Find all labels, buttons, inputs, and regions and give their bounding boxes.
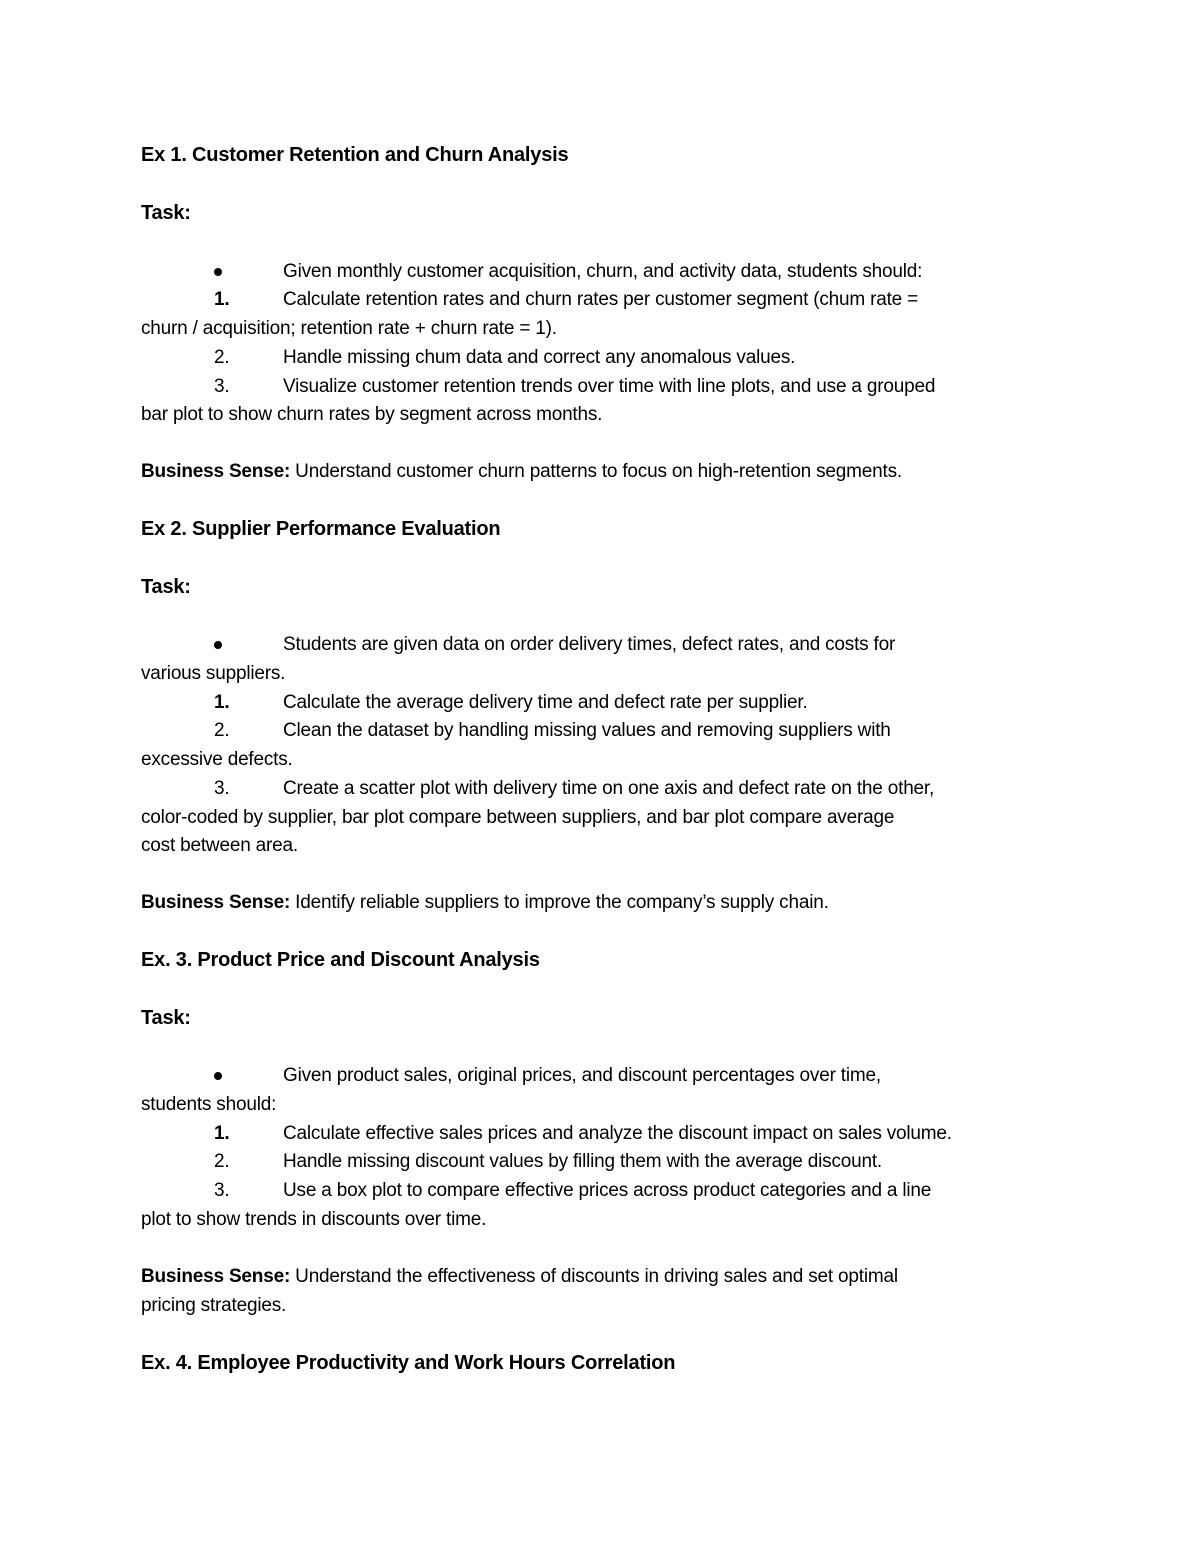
step-text: Clean the dataset by handling missing values and removing suppliers with: [283, 720, 891, 741]
bullet-dot-icon: [214, 268, 222, 276]
step-number: 2.: [214, 720, 230, 741]
ex3-bullet-text: Given product sales, original prices, and discount percentages over time,: [283, 1065, 881, 1086]
step-text: Create a scatter plot with delivery time on one axis and defect rate on the other,: [283, 778, 935, 799]
step-text-cont: excessive defects.: [141, 749, 293, 770]
step-text-cont: bar plot to show churn rates by segment across months.: [141, 404, 603, 425]
step-number: 2.: [214, 347, 230, 368]
step-text: Handle missing discount values by filling them with the average discount.: [283, 1151, 883, 1172]
step-text: Calculate the average delivery time and defect rate per supplier.: [283, 692, 808, 713]
ex3-business-sense-cont: pricing strategies.: [141, 1295, 287, 1316]
business-sense-label: Business Sense:: [141, 461, 291, 482]
step-number: 3.: [214, 1180, 230, 1201]
ex1-task-label: Task:: [141, 202, 191, 224]
step-number: 1.: [214, 1123, 230, 1144]
ex1-bullet-text: Given monthly customer acquisition, churn, and activity data, students should:: [283, 261, 923, 282]
ex2-bullet-text-cont: various suppliers.: [141, 663, 286, 684]
step-number: 1.: [214, 692, 230, 713]
step-number: 3.: [214, 376, 230, 397]
step-text-cont: color-coded by supplier, bar plot compare between suppliers, and bar plot compare average: [141, 807, 895, 828]
bullet-dot-icon: [214, 1072, 222, 1080]
bullet-dot-icon: [214, 641, 222, 649]
step-number: 1.: [214, 289, 230, 310]
step-text: Visualize customer retention trends over time with line plots, and use a grouped: [283, 376, 936, 397]
business-sense-label: Business Sense:: [141, 892, 291, 913]
ex3-bullet-text-cont: students should:: [141, 1094, 277, 1115]
ex1-title: Ex 1. Customer Retention and Churn Analysis: [141, 144, 569, 166]
step-text-cont: plot to show trends in discounts over time.: [141, 1209, 487, 1230]
ex3-task-label: Task:: [141, 1007, 191, 1029]
business-sense-text: Understand the effectiveness of discounts in driving sales and set optimal: [295, 1266, 898, 1287]
step-text: Calculate retention rates and churn rates per customer segment (chum rate =: [283, 289, 919, 310]
business-sense-text: Understand customer churn patterns to focus on high-retention segments.: [295, 461, 902, 482]
step-number: 2.: [214, 1151, 230, 1172]
step-text: Handle missing chum data and correct any anomalous values.: [283, 347, 796, 368]
step-number: 3.: [214, 778, 230, 799]
ex2-title: Ex 2. Supplier Performance Evaluation: [141, 518, 501, 540]
step-text: Use a box plot to compare effective prices across product categories and a line: [283, 1180, 932, 1201]
ex2-task-label: Task:: [141, 576, 191, 598]
ex3-business-sense: [141, 1265, 898, 1289]
business-sense-label: Business Sense:: [141, 1266, 291, 1287]
step-text-cont: churn / acquisition; retention rate + churn rate = 1).: [141, 318, 557, 339]
ex2-bullet-text: Students are given data on order delivery times, defect rates, and costs for: [283, 634, 896, 655]
business-sense-text: Identify reliable suppliers to improve the company’s supply chain.: [295, 892, 829, 913]
ex2-business-sense: [141, 891, 829, 915]
step-text: Calculate effective sales prices and analyze the discount impact on sales volume.: [283, 1123, 952, 1144]
step-text-cont: cost between area.: [141, 835, 298, 856]
ex3-title: Ex. 3. Product Price and Discount Analysis: [141, 949, 540, 971]
ex1-business-sense: [141, 460, 902, 484]
ex4-title: Ex. 4. Employee Productivity and Work Hours Correlation: [141, 1352, 676, 1374]
